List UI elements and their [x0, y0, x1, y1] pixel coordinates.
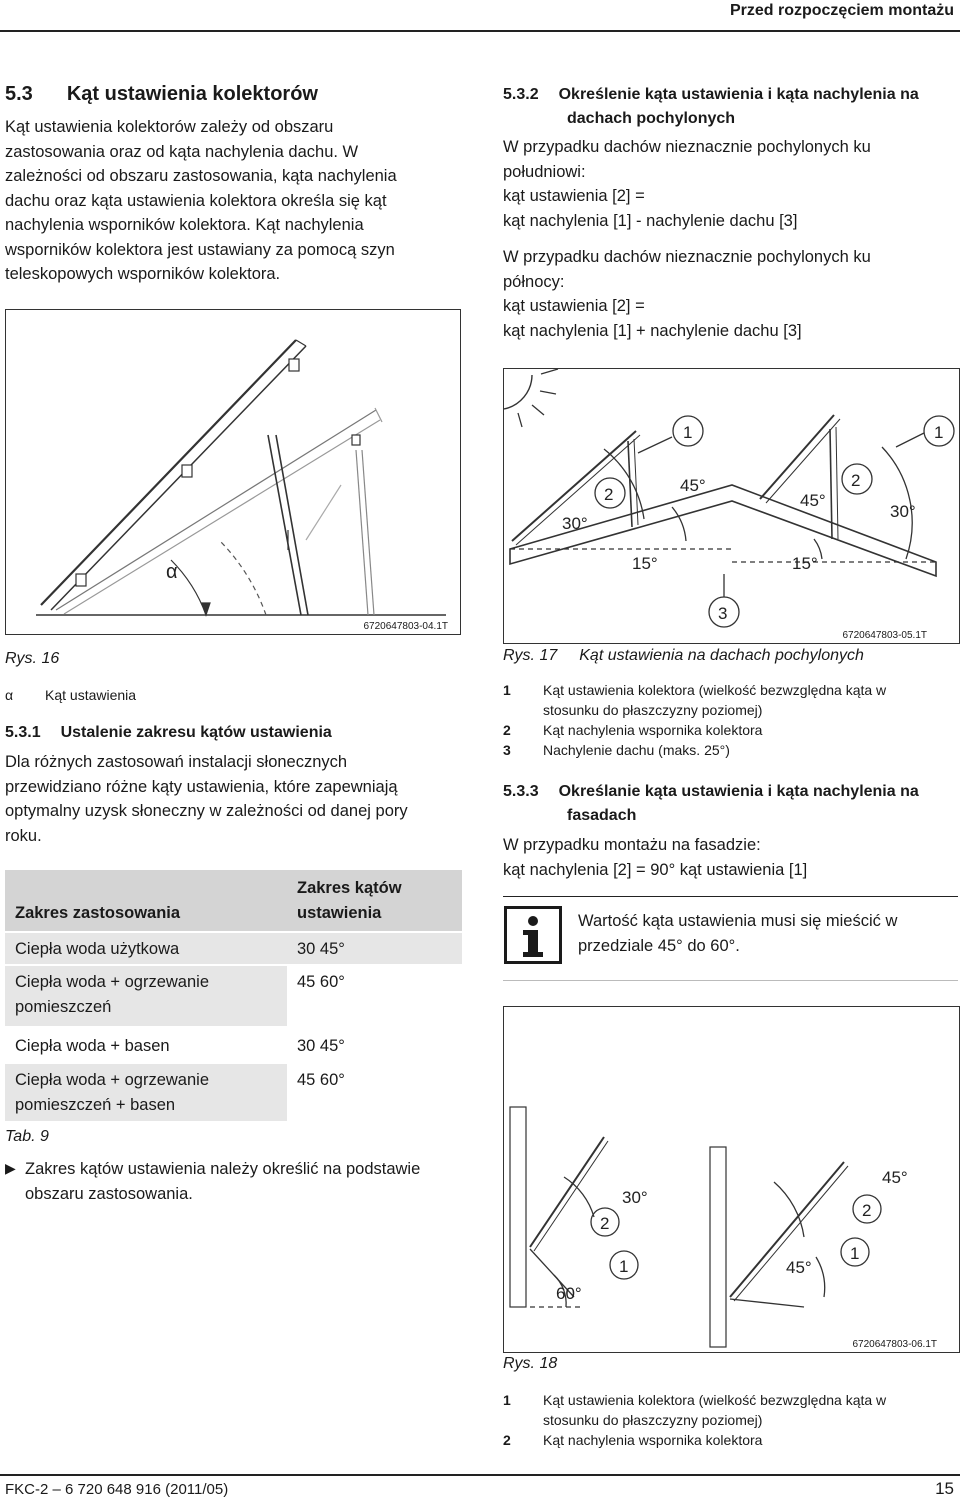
subsection-number: 5.3.1 [5, 724, 41, 741]
angle-range-table [5, 870, 462, 1121]
subsection-title: Ustalenie zakresu kątów ustawienia [60, 724, 332, 741]
footer-rule [0, 1474, 960, 1476]
table-row [5, 965, 462, 1027]
collector-frame-drawing [6, 310, 460, 634]
footer-document-id: FKC-2 – 6 720 648 916 (2011/05) [5, 1481, 229, 1498]
legend-line: stosunku do płaszczyzny poziomej) [543, 702, 763, 718]
legend-text [543, 680, 886, 720]
legend-text: Kąt nachylenia wspornika kolektora [543, 722, 763, 738]
table-header-cell [287, 870, 462, 932]
cell-line: pomieszczeń [15, 997, 112, 1016]
subsection-number: 5.3.2 [503, 86, 539, 103]
note-rule-bottom [503, 980, 958, 981]
header-line: Zakres kątów [297, 879, 402, 897]
subsection-title: Określanie kąta ustawienia i kąta nachylenia na [558, 783, 919, 800]
legend-text: Nachylenie dachu (maks. 25°) [543, 742, 730, 758]
text-line: optymalny uzysk słoneczny w zależności od danej pory [5, 802, 408, 820]
angle-label: 60° [556, 1284, 582, 1303]
table-cell: 30 45° [287, 1027, 462, 1063]
text-line: Zakres kątów ustawienia należy określić na podstawie [25, 1160, 421, 1178]
legend-text: Kąt ustawienia [45, 687, 137, 703]
text-line: obszaru zastosowania. [25, 1184, 193, 1203]
text-line: przedziale 45° do 60°. [578, 936, 740, 955]
table-cell: 45 60° [287, 965, 462, 1027]
bullet-text [25, 1157, 465, 1206]
subsection-text [503, 833, 958, 882]
legend-line: stosunku do płaszczyzny poziomej) [543, 1412, 763, 1428]
table-row [5, 1027, 462, 1063]
callout-number: 1 [683, 423, 693, 442]
text-line: W przypadku dachów nieznacznie pochylonych ku [503, 138, 871, 156]
legend-number: 2 [503, 722, 511, 738]
figure-17-legend [503, 680, 958, 760]
angle-label: 30° [562, 514, 588, 533]
subsection-text [5, 750, 465, 848]
figure-caption [503, 647, 864, 665]
figure-16 [5, 309, 461, 635]
section-intro [5, 115, 465, 287]
intro-line: teleskopowych wsporników kolektora. [5, 265, 281, 283]
legend-item [503, 680, 958, 720]
text-line: Wartość kąta ustawienia musi się mieścić w [578, 912, 898, 930]
table-cell: 30 45° [287, 932, 462, 965]
text-line: przewidziano różne kąty ustawienia, które zapewniają [5, 777, 398, 796]
header-line: ustawienia [297, 903, 382, 922]
angle-label: 30° [890, 502, 916, 521]
table-cell [5, 1027, 287, 1063]
subsection-title: fasadach [567, 807, 637, 824]
legend-item [503, 720, 958, 740]
cell-line: Ciepła woda + ogrzewanie [15, 973, 209, 991]
text-line: południowi: [503, 162, 586, 181]
info-icon [504, 906, 562, 964]
callout-number: 2 [851, 471, 861, 490]
table-cell [5, 965, 287, 1027]
angle-label: 45° [882, 1168, 908, 1187]
figure-code: 6720647803-04.1T [363, 621, 448, 632]
legend-item [503, 1430, 958, 1450]
figure-18-legend [503, 1390, 958, 1450]
callout-number: 2 [862, 1201, 872, 1220]
figure-17 [503, 368, 960, 644]
legend-text [543, 1390, 886, 1430]
text-line: W przypadku dachów nieznacznie pochylonych ku [503, 248, 871, 266]
legend-item [503, 740, 958, 760]
intro-line: nachylenia wsporników kolektora. Kąt nachylenia [5, 216, 364, 234]
subsection-heading [503, 83, 958, 131]
figure-18 [503, 1006, 960, 1353]
caption-number: Rys. 17 [503, 647, 558, 664]
legend-line: Kąt ustawienia kolektora (wielkość bezwzględna kąta w [543, 682, 887, 698]
legend-symbol: α [5, 687, 14, 703]
callout-number: 3 [718, 604, 728, 623]
subsection-text [503, 135, 958, 343]
table-cell [5, 1063, 287, 1121]
caption-text: Kąt ustawienia na dachach pochylonych [579, 647, 864, 664]
text-line: kąt nachylenia [1] + nachylenie dachu [3] [503, 321, 802, 340]
subsection-title: dachach pochylonych [567, 110, 736, 127]
bullet-icon: ▶ [5, 1160, 16, 1176]
angle-label: 15° [792, 554, 818, 573]
callout-number: 2 [604, 485, 614, 504]
note-text [578, 909, 958, 958]
text-line: kąt ustawienia [2] = [503, 297, 645, 315]
text-line: Dla różnych zastosowań instalacji słonecznych [5, 753, 348, 771]
table-row [5, 932, 462, 965]
subsection-heading [503, 780, 958, 828]
subsection-title: Określenie kąta ustawienia i kąta nachylenia na [558, 86, 919, 103]
cell-line: Ciepła woda + ogrzewanie [15, 1071, 209, 1089]
text-line: kąt nachylenia [2] = 90° kąt ustawienia [1] [503, 860, 808, 879]
cell-line: pomieszczeń + basen [15, 1095, 176, 1114]
subsection-heading [5, 721, 332, 745]
intro-line: dachu oraz kąta ustawienia kolektora określa się kąt [5, 191, 387, 210]
figure-caption: Rys. 18 [503, 1355, 558, 1372]
legend-number: 1 [503, 682, 511, 698]
legend-number: 3 [503, 742, 511, 758]
legend-line: Kąt ustawienia kolektora (wielkość bezwzględna kąta w [543, 1392, 887, 1408]
legend-number: 2 [503, 1432, 511, 1448]
angle-label: 15° [632, 554, 658, 573]
callout-number: 1 [934, 423, 944, 442]
table-cell [5, 932, 287, 965]
intro-line: Kąt ustawienia kolektorów zależy od obszaru [5, 118, 334, 136]
header-rule [0, 30, 960, 32]
intro-line: wsporników kolektora jest ustawiany za pomocą szyn [5, 240, 395, 259]
table-cell: 45 60° [287, 1063, 462, 1121]
table-header-row [5, 870, 462, 932]
text-line: północy: [503, 272, 565, 291]
callout-number: 2 [600, 1214, 610, 1233]
figure-code: 6720647803-05.1T [842, 630, 927, 641]
angle-label: 30° [622, 1188, 648, 1207]
page-number: 15 [935, 1479, 954, 1498]
info-glyph [504, 906, 562, 964]
table-caption: Tab. 9 [5, 1128, 49, 1145]
alpha-label: α [166, 561, 178, 583]
table-row [5, 1063, 462, 1121]
callout-number: 1 [850, 1244, 860, 1263]
section-title: Kąt ustawienia kolektorów [66, 83, 318, 105]
angle-label: 45° [786, 1258, 812, 1277]
angle-label: 45° [800, 491, 826, 510]
text-line: kąt nachylenia [1] - nachylenie dachu [3] [503, 211, 798, 230]
figure-caption: Rys. 16 [5, 650, 60, 667]
callout-number: 1 [619, 1257, 629, 1276]
text-line: kąt ustawienia [2] = [503, 187, 645, 205]
note-rule [503, 896, 958, 897]
cell-line: Ciepła woda użytkowa [15, 940, 180, 958]
facade-mount-drawing [504, 1007, 959, 1352]
table-header-cell: Zakres zastosowania [5, 870, 287, 932]
section-heading [5, 83, 318, 106]
pitched-roof-drawing [504, 369, 959, 643]
legend-item [503, 1390, 958, 1430]
cell-line: Ciepła woda + basen [15, 1037, 170, 1055]
text-line: W przypadku montażu na fasadzie: [503, 836, 761, 854]
subsection-number: 5.3.3 [503, 783, 539, 800]
angle-label: 45° [680, 476, 706, 495]
section-number: 5.3 [5, 83, 33, 105]
legend-number: 1 [503, 1392, 511, 1408]
legend-text: Kąt nachylenia wspornika kolektora [543, 1432, 763, 1448]
intro-line: zastosowania oraz od kąta nachylenia dachu. W [5, 142, 359, 161]
text-line: roku. [5, 826, 42, 845]
figure-code: 6720647803-06.1T [852, 1339, 937, 1350]
intro-line: zależności od obszaru zastosowania, kąta nachylenia [5, 167, 397, 185]
running-header: Przed rozpoczęciem montażu [729, 2, 954, 19]
